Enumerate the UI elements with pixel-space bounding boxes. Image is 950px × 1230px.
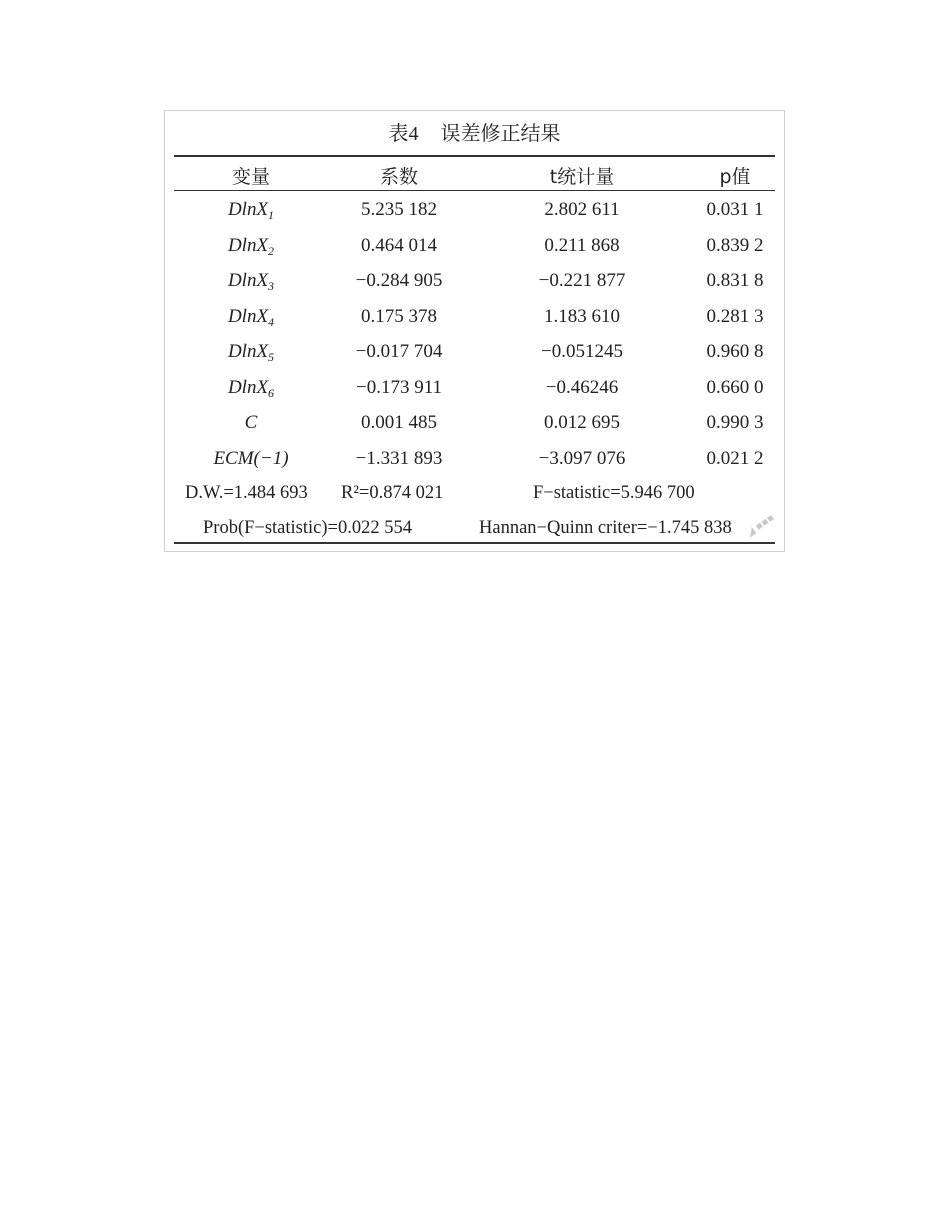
row-coefficient: 0.175 378 [361, 305, 437, 327]
row-p-value: 0.660 0 [706, 376, 764, 398]
row-t-statistic: −0.051245 [541, 341, 623, 362]
row-coefficient: 5.235 182 [361, 199, 437, 220]
row-coefficient: 0.464 014 [361, 234, 437, 256]
row-p-value: 0.839 2 [706, 234, 764, 256]
top-rule [174, 155, 775, 157]
row-t-statistic: −0.46246 [545, 376, 619, 398]
watermark-icon: ◢ ▪▪▪ [744, 512, 777, 539]
row-coefficient: −0.284 905 [355, 270, 443, 291]
row-coefficient: −0.173 911 [355, 376, 443, 398]
row-t-statistic: −0.221 877 [538, 270, 626, 291]
row-variable [213, 448, 288, 470]
header-p-value: p值 [719, 166, 751, 188]
table-caption: 误差修正结果 [440, 121, 561, 145]
row-p-value: 0.021 2 [706, 447, 764, 469]
variable-name: DlnX [227, 234, 269, 256]
row-coefficient: −0.017 704 [355, 341, 443, 362]
variable-name: DlnX [227, 199, 269, 220]
row-variable [228, 270, 274, 294]
dw-statistic: D.W.=1.484 693 [185, 483, 308, 503]
row-p-value: 0.960 8 [706, 341, 764, 362]
row-t-statistic: 0.211 868 [544, 234, 620, 256]
row-variable [228, 235, 274, 259]
table-title [165, 117, 784, 146]
variable-name: DlnX [227, 305, 269, 327]
f-statistic: F−statistic=5.946 700 [533, 483, 695, 503]
header-variable: 变量 [231, 166, 271, 188]
row-variable [228, 377, 274, 401]
row-t-statistic: 2.802 611 [544, 199, 620, 220]
row-coefficient: 0.001 485 [361, 412, 437, 433]
row-t-statistic: −3.097 076 [538, 447, 626, 469]
prob-f-statistic: Prob(F−statistic)=0.022 554 [203, 518, 412, 538]
variable-name: C [244, 412, 258, 433]
row-p-value: 0.990 3 [706, 412, 764, 433]
variable-name: DlnX [227, 341, 269, 362]
hannan-quinn: Hannan−Quinn criter=−1.745 838 [479, 518, 732, 538]
variable-subscript: 4 [268, 314, 275, 329]
row-t-statistic: 1.183 610 [544, 305, 620, 327]
row-p-value: 0.031 1 [706, 199, 764, 220]
r-squared: R²=0.874 021 [341, 483, 444, 503]
bottom-rule [174, 542, 775, 544]
variable-subscript: 2 [268, 243, 275, 258]
results-table-figure [164, 110, 785, 552]
row-variable [228, 306, 274, 330]
row-p-value: 0.831 8 [706, 270, 764, 291]
header-t-statistic: t统计量 [549, 166, 615, 188]
row-coefficient: −1.331 893 [355, 447, 443, 469]
row-p-value: 0.281 3 [706, 305, 764, 327]
row-variable [228, 199, 274, 223]
row-t-statistic: 0.012 695 [544, 412, 620, 433]
variable-name: DlnX [227, 270, 269, 291]
variable-subscript: 6 [268, 385, 275, 400]
table-number: 表4 [388, 123, 419, 145]
variable-name: ECM(−1) [213, 447, 289, 469]
variable-subscript: 5 [268, 350, 275, 364]
header-coefficient: 系数 [379, 166, 419, 188]
variable-name: DlnX [227, 376, 269, 398]
variable-subscript: 3 [268, 279, 275, 293]
row-variable [245, 412, 258, 434]
row-variable [228, 341, 274, 365]
variable-subscript: 1 [268, 208, 275, 222]
header-rule [174, 190, 775, 191]
